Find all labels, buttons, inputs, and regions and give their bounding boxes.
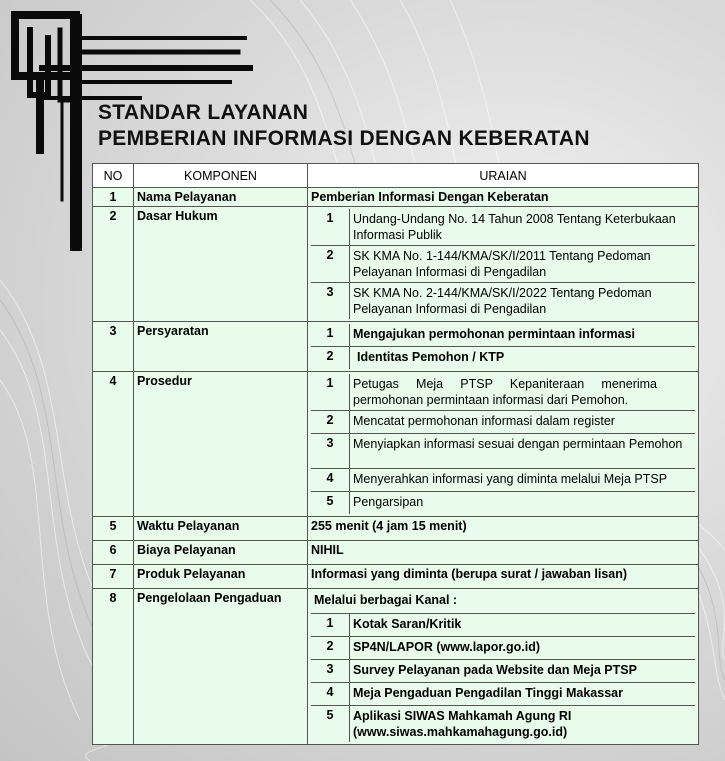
row-description: Informasi yang diminta (berupa surat / jawaban lisan) <box>308 565 699 589</box>
item-number: 1 <box>311 324 350 347</box>
item-text: SK KMA No. 1-144/KMA/SK/I/2011 Tentang Pedoman Pelayanan Informasi di Pengadilan <box>350 246 696 283</box>
item-number: 1 <box>311 374 350 411</box>
item-text: Pengarsipan <box>353 495 424 509</box>
sub-list <box>311 614 695 742</box>
item-number: 1 <box>311 614 350 637</box>
list-item <box>311 283 695 320</box>
complaint-intro: Melalui berbagai Kanal : <box>311 591 695 614</box>
row-number: 2 <box>93 207 134 322</box>
item-text: Mencatat permohonan informasi dalam register <box>350 411 696 434</box>
row-description: NIHIL <box>308 541 699 565</box>
list-item <box>311 469 695 492</box>
service-standard-table <box>92 163 699 745</box>
item-number: 2 <box>311 347 350 370</box>
sub-list <box>311 374 695 514</box>
item-text: Menyerahkan informasi yang diminta melalui Meja PTSP <box>350 469 696 492</box>
header-komponen: KOMPONEN <box>134 164 308 188</box>
row-description <box>308 589 699 745</box>
item-text: Survey Pelayanan pada Website dan Meja PTSP <box>350 660 696 683</box>
row-description: 255 menit (4 jam 15 menit) <box>308 517 699 541</box>
list-item <box>311 347 695 370</box>
item-number: 4 <box>311 469 350 492</box>
table-row <box>93 322 699 372</box>
row-component: Nama Pelayanan <box>134 188 308 207</box>
list-item <box>311 209 695 246</box>
row-number: 7 <box>93 565 134 589</box>
list-item <box>311 492 695 515</box>
item-text: Mengajukan permohonan permintaan informasi <box>350 324 696 347</box>
list-item <box>311 324 695 347</box>
table-row <box>93 207 699 322</box>
list-item <box>311 683 695 706</box>
item-number: 5 <box>311 706 350 743</box>
row-number: 1 <box>93 188 134 207</box>
list-item <box>311 374 695 411</box>
item-text: Meja Pengaduan Pengadilan Tinggi Makassar <box>350 683 696 706</box>
row-number: 6 <box>93 541 134 565</box>
row-number: 5 <box>93 517 134 541</box>
table-header-row <box>93 164 699 188</box>
row-component: Pengelolaan Pengaduan <box>134 589 308 745</box>
row-description <box>308 207 699 322</box>
row-component: Waktu Pelayanan <box>134 517 308 541</box>
sub-list <box>311 209 695 319</box>
row-number: 4 <box>93 372 134 517</box>
page-title <box>98 100 590 152</box>
item-text: Identitas Pemohon / KTP <box>357 350 505 364</box>
list-item <box>311 706 695 743</box>
row-description: Pemberian Informasi Dengan Keberatan <box>308 188 699 207</box>
item-text: Menyiapkan informasi sesuai dengan permintaan Pemohon <box>350 434 696 469</box>
title-line-2: PEMBERIAN INFORMASI DENGAN KEBERATAN <box>98 127 590 150</box>
item-number: 3 <box>311 434 350 469</box>
item-text: SP4N/LAPOR (www.lapor.go.id) <box>350 637 696 660</box>
row-component: Produk Pelayanan <box>134 565 308 589</box>
item-number: 3 <box>311 660 350 683</box>
item-number: 1 <box>311 209 350 246</box>
row-description <box>308 372 699 517</box>
title-line-1: STANDAR LAYANAN <box>98 101 309 124</box>
list-item <box>311 614 695 637</box>
table-row <box>93 541 699 565</box>
table-row <box>93 589 699 745</box>
row-number: 3 <box>93 322 134 372</box>
table-row <box>93 188 699 207</box>
item-number: 3 <box>311 283 350 320</box>
item-text: Petugas Meja PTSP Kepaniteraan menerima permohonan permintaan informasi dari Pemohon. <box>350 374 696 411</box>
row-component: Biaya Pelayanan <box>134 541 308 565</box>
table-row <box>93 517 699 541</box>
row-number: 8 <box>93 589 134 745</box>
list-item <box>311 660 695 683</box>
item-text: Aplikasi SIWAS Mahkamah Agung RI (www.siwas.mahkamahagung.go.id) <box>353 709 572 739</box>
list-item <box>311 411 695 434</box>
row-component: Persyaratan <box>134 322 308 372</box>
item-number: 4 <box>311 683 350 706</box>
header-no: NO <box>93 164 134 188</box>
table-row <box>93 565 699 589</box>
item-number: 2 <box>311 637 350 660</box>
item-text: Undang-Undang No. 14 Tahun 2008 Tentang Keterbukaan Informasi Publik <box>350 209 696 246</box>
item-text: Kotak Saran/Kritik <box>350 614 696 637</box>
header-uraian: URAIAN <box>308 164 699 188</box>
table-row <box>93 372 699 517</box>
row-component: Dasar Hukum <box>134 207 308 322</box>
list-item <box>311 637 695 660</box>
item-text: SK KMA No. 2-144/KMA/SK/I/2022 Tentang Pedoman Pelayanan Informasi di Pengadilan <box>353 286 652 316</box>
sub-list <box>311 324 695 369</box>
item-number: 2 <box>311 246 350 283</box>
item-number: 5 <box>311 492 350 515</box>
row-component: Prosedur <box>134 372 308 517</box>
list-item <box>311 434 695 469</box>
row-description <box>308 322 699 372</box>
list-item <box>311 246 695 283</box>
item-number: 2 <box>311 411 350 434</box>
